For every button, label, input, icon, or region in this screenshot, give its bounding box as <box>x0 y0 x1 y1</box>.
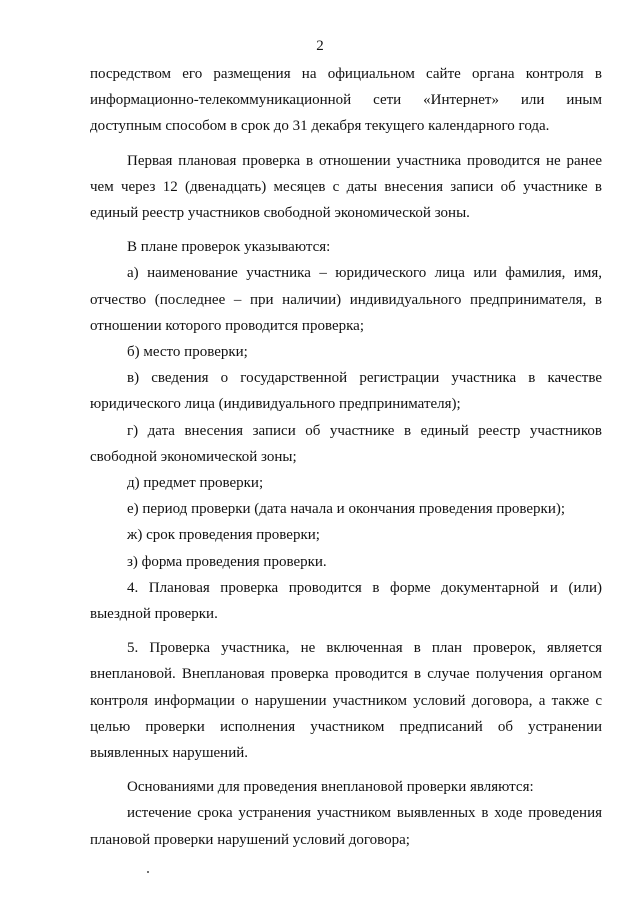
paragraph-grounds-intro: Основаниями для проведения внеплановой проверки являются: <box>127 779 534 796</box>
list-item-v: в) сведения о государственной регистрации участника в качестве юридического лица (индивидуального предпринимателя); <box>90 370 602 413</box>
list-item-b: б) место проверки; <box>127 344 248 361</box>
list-item-z: з) форма проведения проверки. <box>127 553 327 570</box>
list-item-a: а) наименование участника – юридического лица или фамилия, имя, отчество (последнее – при наличии) индивидуального предпринимателя, в отношении которого проводится проверка; <box>90 265 602 334</box>
scan-speck <box>147 871 149 873</box>
document-body <box>90 61 602 853</box>
list-item-e: е) период проверки (дата начала и окончания проведения проверки); <box>127 501 566 518</box>
paragraph-plan-contents-intro: В плане проверок указываются: <box>127 239 331 256</box>
paragraph-section-5: 5. Проверка участника, не включенная в план проверок, является внеплановой. Внеплановая проверка проводится в случае получения органом контроля информации о нарушении участником условий договора, а также с целью проверки исполнения участником предписаний об устранении выявленных нарушений. <box>90 640 602 762</box>
paragraph-section-4: 4. Плановая проверка проводится в форме документарной и (или) выездной проверки. <box>90 579 602 623</box>
paragraph-continuation: посредством его размещения на официальном сайте органа контроля в информационно-телекоммуникационной сети «Интернет» или иным доступным способом в срок до 31 декабря текущего календарного года. <box>90 66 602 135</box>
paragraph-first-planned-inspection: Первая плановая проверка в отношении участника проводится не ранее чем через 12 (двенадцать) месяцев с даты внесения записи об участнике в единый реестр участников свободной экономической зоны. <box>90 152 602 222</box>
list-item-g: г) дата внесения записи об участнике в единый реестр участников свободной экономической зоны; <box>90 422 602 465</box>
list-item-d: д) предмет проверки; <box>127 475 264 492</box>
page-number: 2 <box>316 38 324 54</box>
list-item-zh: ж) срок проведения проверки; <box>127 527 320 544</box>
paragraph-ground-deadline-expiry: истечение срока устранения участником выявленных в ходе проведения плановой проверки нарушений условий договора; <box>90 805 602 848</box>
